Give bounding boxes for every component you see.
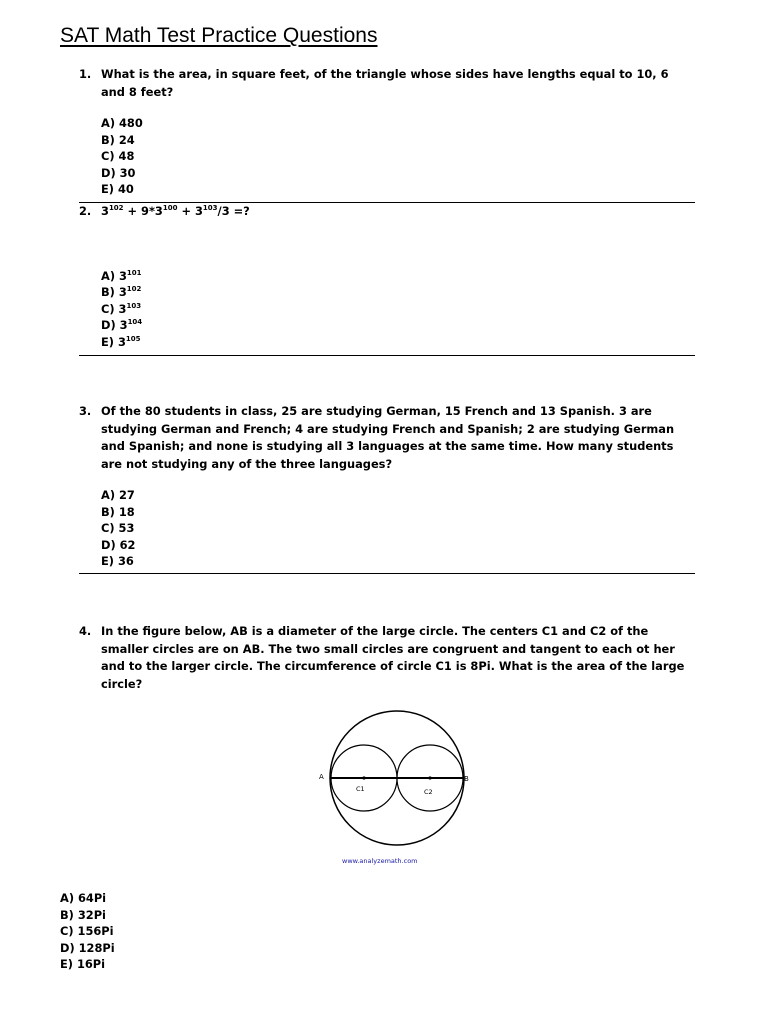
page-title: SAT Math Test Practice Questions <box>60 24 378 47</box>
choice-a: A) 27 <box>101 488 135 502</box>
question-1 <box>79 66 691 198</box>
center-c1-dot <box>362 776 365 779</box>
choice-d: D) 30 <box>101 165 136 180</box>
label-c1: C1 <box>356 785 365 793</box>
question-text: What is the area, in square feet, of the triangle whose sides have lengths equal to 10, 6 and 8 feet? <box>101 67 669 99</box>
choice-d: D) $3^{104}$ <box>101 318 143 332</box>
choice-a: A) 480 <box>101 116 143 130</box>
question-4 <box>79 623 691 693</box>
question-number: 4. <box>79 624 92 638</box>
question-text: Of the 80 students in class, 25 are studying German, 15 French and 13 Spanish. 3 are studying German and French; 4 are studying French and Spanish; 2 are studying German and Spanish; and none is studying all 3 languages at the same time. How many students are not studying any of the three languages? <box>101 404 675 471</box>
choice-e: E) 40 <box>101 182 134 196</box>
question-text: In the figure below, AB is a diameter of the large circle. The centers C1 and C2 of the smaller circles are on AB. The two small circles are congruent and tangent to each ot her and to the larger circle. The circumference of circle C1 is 8Pi. What is the area of the large circle? <box>101 624 685 691</box>
label-b: B <box>464 775 469 783</box>
choice-c: C) 48 <box>101 149 135 163</box>
answer-choices <box>60 890 115 973</box>
choice-a: A) $3^{101}$ <box>101 268 142 283</box>
divider <box>79 355 695 356</box>
center-c2-dot <box>428 776 431 779</box>
answer-choices <box>101 268 691 351</box>
label-c2: C2 <box>424 788 433 796</box>
question-number: 2. <box>79 204 92 218</box>
question-expression: $3^{102} + 9*3^{100} + 3^{103}/3$ =? <box>101 204 250 218</box>
question-2 <box>79 203 691 350</box>
choice-c: C) 156Pi <box>60 924 114 938</box>
answer-choices <box>101 115 691 198</box>
choice-b: B) 32Pi <box>60 907 106 922</box>
label-a: A <box>319 773 324 781</box>
answer-choices <box>101 487 691 570</box>
choice-b: B) $3^{102}$ <box>101 285 142 299</box>
choice-e: E) 16Pi <box>60 957 106 971</box>
choice-d: D) 62 <box>101 537 136 552</box>
choice-c: C) $3^{103}$ <box>101 301 142 316</box>
choice-c: C) 53 <box>101 521 135 535</box>
figure-credit: www.analyzemath.com <box>342 857 418 865</box>
choice-e: E) 36 <box>101 554 134 568</box>
question-number: 1. <box>79 67 92 81</box>
circles-figure <box>310 700 480 872</box>
question-3 <box>79 403 691 570</box>
question-number: 3. <box>79 404 92 418</box>
divider <box>79 573 695 574</box>
choice-b: B) 24 <box>101 132 135 147</box>
choice-b: B) 18 <box>101 504 135 519</box>
choice-a: A) 64Pi <box>60 891 107 905</box>
choice-d: D) 128Pi <box>60 940 115 955</box>
choice-e: E) $3^{105}$ <box>101 334 141 349</box>
